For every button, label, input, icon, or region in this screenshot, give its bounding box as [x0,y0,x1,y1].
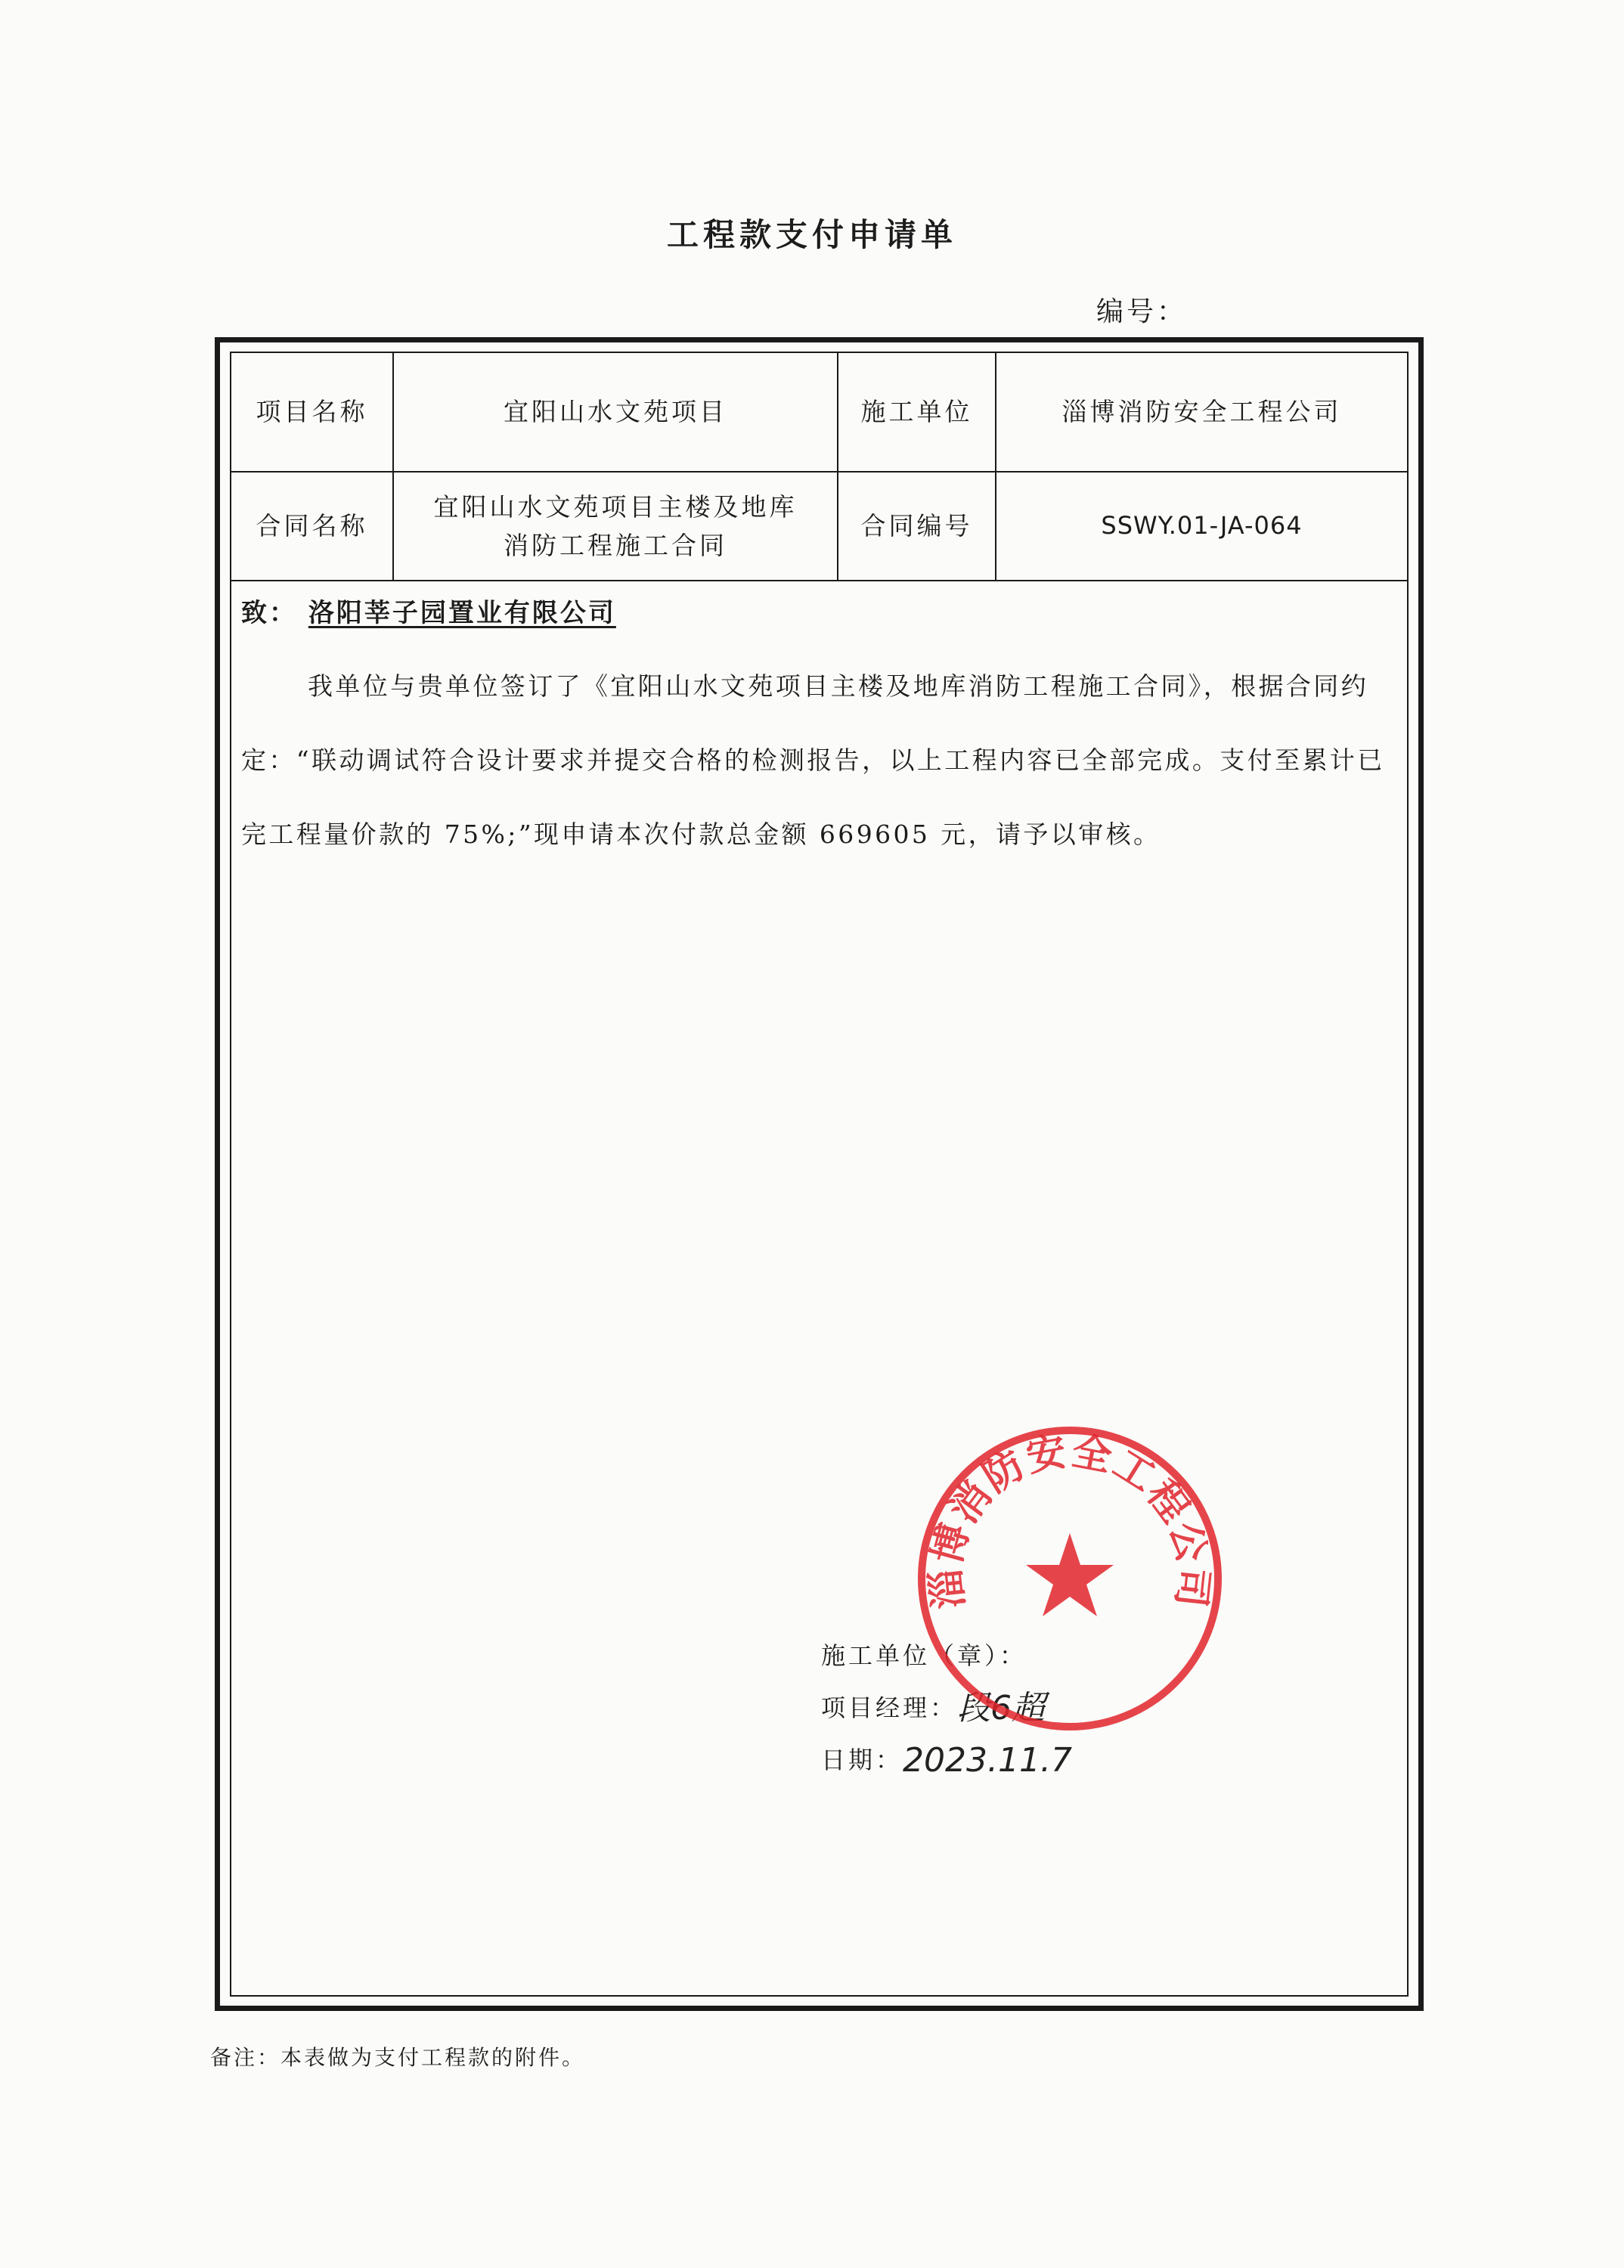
info-table [231,353,1407,581]
project-name-value: 宜阳山水文苑项目 [393,353,838,472]
contractor-label: 施工单位 [838,353,996,472]
contract-name-line1: 宜阳山水文苑项目主楼及地库 [433,491,798,522]
contract-name-label: 合同名称 [231,472,393,581]
company-seal [911,1420,1229,1737]
unit-seal-label: 施工单位（章）： [821,1641,1027,1670]
addressee-line [241,592,616,629]
table-row [231,472,1407,581]
contract-name-line2: 消防工程施工合同 [504,531,727,560]
addressee-name: 洛阳莘子园置业有限公司 [308,598,616,628]
manager-signature: 段6超 [957,1689,1046,1727]
seal-star-icon [1026,1533,1114,1616]
request-body-text: 我单位与贵单位签订了《宜阳山水文苑项目主楼及地库消防工程施工合同》，根据合同约定：“联动调试符合设计要求并提交合格的检测报告，以上工程内容已全部完成。支付至累计已完工程量价款的 75%;”现申请本次付款总金额 669605 元，请予以审核。 [241,671,1385,849]
contract-no-label: 合同编号 [838,472,996,581]
contract-name-value [393,472,838,581]
project-name-label: 项目名称 [231,353,393,472]
date-label: 日期： [821,1746,903,1774]
form-inner-border [230,352,1409,1997]
date-line [821,1733,1072,1785]
svg-text:淄博消防安全工程公司: 淄博消防安全工程公司 [922,1427,1217,1611]
manager-label: 项目经理： [821,1693,958,1722]
footnote: 备注：本表做为支付工程款的附件。 [210,2045,586,2070]
form-frame [215,337,1424,2011]
doc-number-label: 编号： [1096,296,1188,327]
table-row [231,353,1407,472]
contractor-value: 淄博消防安全工程公司 [996,353,1407,472]
addressee-prefix: 致： [241,598,297,628]
contract-no-value: SSWY.01-JA-064 [996,472,1407,581]
handwritten-date: 2023.11.7 [903,1741,1072,1780]
page-title: 工程款支付申请单 [666,216,957,253]
